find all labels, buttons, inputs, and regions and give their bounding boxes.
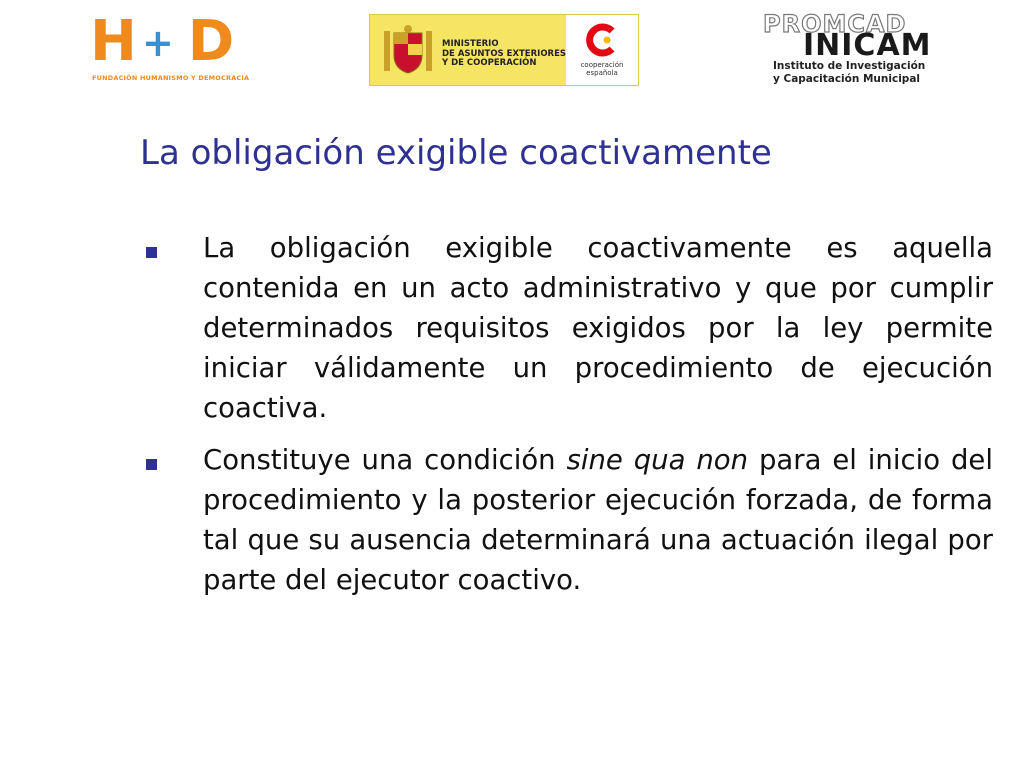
hd-logo-caption: FUNDACIÓN HUMANISMO Y DEMOCRACIA (92, 74, 250, 82)
cooperacion-text (566, 61, 638, 77)
inicam-subtitle-line: y Capacitación Municipal (773, 73, 921, 85)
inicam-subtitle-line: Instituto de Investigación (773, 60, 926, 72)
cooperacion-line: española (586, 69, 618, 77)
logo-header (0, 0, 1024, 100)
bullet-text-part: para el inicio del procedimiento y la posterior ejecución forzada, de forma tal que su ausencia determinará una actuación ilegal por parte del ejecutor coactivo. (203, 444, 993, 596)
ministerio-logo (369, 14, 639, 86)
inicam-subtitle (773, 60, 925, 86)
cooperacion-logo (566, 15, 638, 85)
hd-logo-letters: H D (90, 9, 237, 74)
bullet-square-icon (146, 247, 157, 258)
inicam-logo (763, 10, 943, 90)
bullet-text-part: Constituye una condición (203, 444, 567, 476)
ministerio-text (442, 40, 566, 69)
hd-logo-plus-icon: + (142, 21, 174, 65)
ministerio-line: Y DE COOPERACIÓN (442, 58, 537, 68)
cooperacion-line: cooperación (580, 61, 624, 69)
bullet-text: La obligación exigible coactivamente es aquella contenida en un acto administrativo y que por cumplir determinados requisitos exigidos por la ley permite iniciar válidamente un procedimiento de ejecución coactiva. (203, 232, 993, 424)
coat-of-arms-icon (380, 23, 436, 79)
bullet-text (203, 440, 993, 600)
ministerio-line: DE ASUNTOS EXTERIORES (442, 48, 567, 59)
promcad-wordmark: PROMCAD (763, 10, 907, 38)
hd-logo (90, 9, 250, 90)
inicam-wordmark: INICAM (803, 28, 932, 63)
bullet-text-emphasis: sine qua non (566, 444, 749, 476)
slide-title: La obligación exigible coactivamente (140, 133, 772, 173)
bullet-square-icon (146, 459, 157, 470)
ministerio-line: MINISTERIO (442, 39, 499, 49)
cooperacion-c-icon (585, 23, 619, 57)
